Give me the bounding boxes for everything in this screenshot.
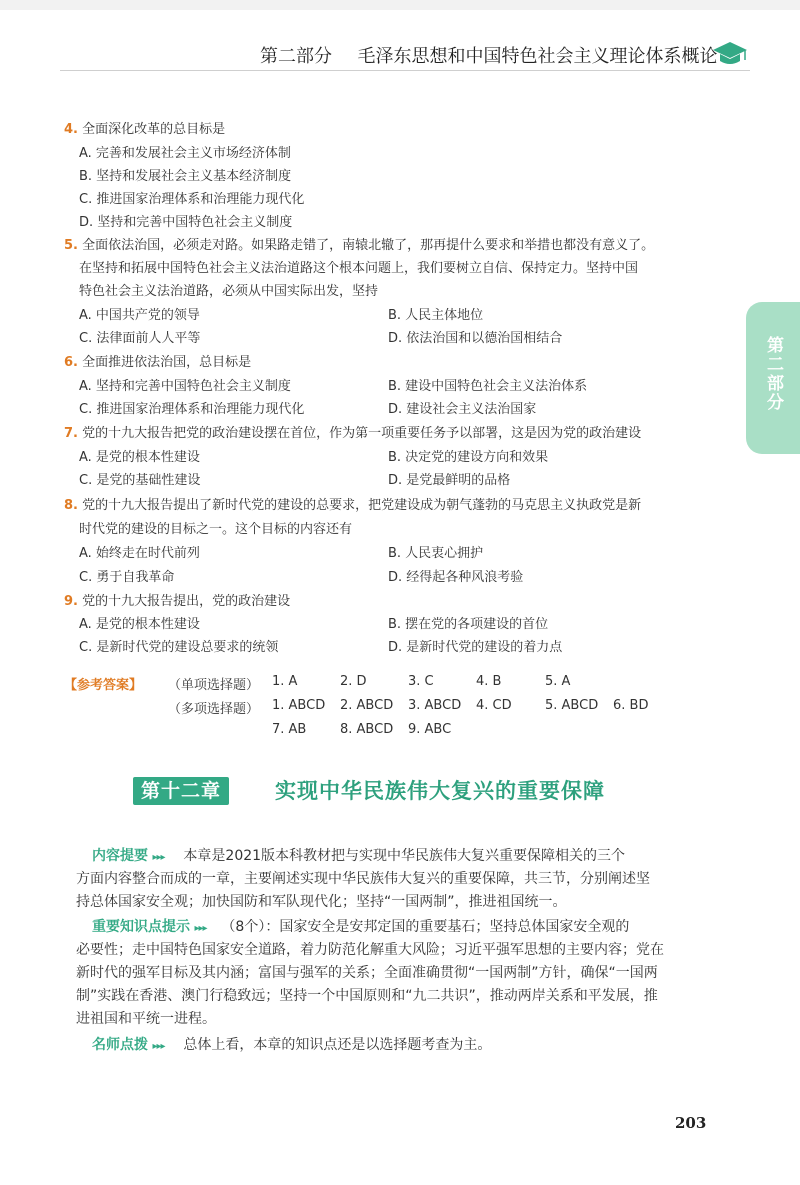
option: B. 人民主体地位 [388, 308, 484, 323]
answer-item: 3. ABCD [408, 698, 462, 713]
answer-item: 5. A [545, 674, 571, 689]
option: B. 建设中国特色社会主义法治体系 [388, 379, 588, 394]
question-6 [64, 351, 251, 374]
option: C. 推进国家治理体系和治理能力现代化 [79, 402, 305, 417]
question-number: 9. [64, 594, 78, 609]
question-7 [64, 422, 641, 445]
running-header [260, 42, 717, 68]
option: D. 依法治国和以德治国相结合 [388, 331, 563, 346]
question-stem: 党的十九大报告提出了新时代党的建设的总要求，把党建设成为朝气蓬勃的马克思主义执政党是新 [82, 498, 642, 513]
side-tab [746, 302, 800, 454]
option: A. 完善和发展社会主义市场经济体制 [79, 146, 291, 161]
question-number: 8. [64, 498, 78, 513]
option: C. 法律面前人人平等 [79, 331, 201, 346]
header-title: 毛泽东思想和中国特色社会主义理论体系概论 [357, 46, 718, 67]
content-summary-label: 内容提要 [92, 848, 148, 864]
content-summary-line [92, 845, 625, 869]
answer-item: 4. B [476, 674, 502, 689]
option: A. 中国共产党的领导 [79, 308, 200, 323]
top-strip [0, 0, 800, 10]
teacher-tip-line [92, 1034, 491, 1058]
triple-arrow-icon: ▸▸▸ [152, 852, 165, 863]
question-stem: 全面推进依法治国，总目标是 [82, 355, 252, 370]
teacher-tip-text: 总体上看，本章的知识点还是以选择题考查为主。 [183, 1037, 492, 1053]
teacher-tip-label: 名师点拨 [92, 1037, 148, 1053]
option: A. 始终走在时代前列 [79, 546, 200, 561]
question-4 [64, 118, 225, 141]
option: A. 坚持和完善中国特色社会主义制度 [79, 379, 291, 394]
knowledge-points-text: 必要性；走中国特色国家安全道路，着力防范化解重大风险；习近平强军思想的主要内容；党在 [76, 942, 664, 958]
question-8 [64, 494, 641, 517]
option: B. 摆在党的各项建设的首位 [388, 617, 549, 632]
knowledge-points-line [92, 916, 629, 940]
option: C. 是新时代党的建设总要求的统领 [79, 640, 279, 655]
knowledge-points-text: （8个）：国家安全是安邦定国的重要基石；坚持总体国家安全观的 [221, 919, 630, 935]
page-number: 203 [675, 1114, 707, 1132]
answer-item: 7. AB [272, 722, 307, 737]
answer-item: 1. ABCD [272, 698, 326, 713]
chapter-badge: 第十二章 [133, 777, 229, 805]
single-choice-label: （单项选择题） [168, 678, 260, 693]
question-5 [64, 234, 654, 257]
question-stem: 全面深化改革的总目标是 [82, 122, 226, 137]
option: D. 坚持和完善中国特色社会主义制度 [79, 215, 293, 230]
option: A. 是党的根本性建设 [79, 617, 200, 632]
answer-item: 1. A [272, 674, 298, 689]
answer-item: 5. ABCD [545, 698, 599, 713]
question-number: 6. [64, 355, 78, 370]
content-summary-text: 持总体国家安全观；加快国防和军队现代化；坚持“一国两制”，推进祖国统一。 [76, 894, 567, 910]
question-stem-line: 特色社会主义法治道路，必须从中国实际出发，坚持 [79, 284, 379, 299]
option: B. 坚持和发展社会主义基本经济制度 [79, 169, 292, 184]
triple-arrow-icon: ▸▸▸ [194, 923, 207, 934]
multi-choice-label: （多项选择题） [168, 702, 260, 717]
answer-item: 2. D [340, 674, 367, 689]
option: B. 人民衷心拥护 [388, 546, 484, 561]
header-divider [60, 70, 750, 71]
option: D. 是党最鲜明的品格 [388, 473, 511, 488]
answer-key-label: 【参考答案】 [64, 678, 143, 693]
option: B. 决定党的建设方向和效果 [388, 450, 549, 465]
answer-item: 8. ABCD [340, 722, 394, 737]
answer-item: 2. ABCD [340, 698, 394, 713]
question-stem: 党的十九大报告把党的政治建设摆在首位，作为第一项重要任务予以部署，这是因为党的政治建设 [82, 426, 642, 441]
option: C. 勇于自我革命 [79, 570, 175, 585]
answer-item: 9. ABC [408, 722, 452, 737]
question-stem: 党的十九大报告提出，党的政治建设 [82, 594, 291, 609]
question-number: 4. [64, 122, 78, 137]
knowledge-points-text: 制”实践在香港、澳门行稳致远；坚持一个中国原则和“九二共识”，推动两岸关系和平发展，推 [76, 988, 658, 1004]
question-stem: 全面依法治国，必须走对路。如果路走错了，南辕北辙了，那再提什么要求和举措也都没有意义了。 [82, 238, 655, 253]
content-summary-text: 本章是2021版本科教材把与实现中华民族伟大复兴重要保障相关的三个 [183, 848, 626, 864]
answer-item: 4. CD [476, 698, 512, 713]
option: D. 建设社会主义法治国家 [388, 402, 537, 417]
knowledge-points-label: 重要知识点提示 [92, 919, 190, 935]
header-part: 第二部分 [260, 46, 332, 67]
question-number: 7. [64, 426, 78, 441]
option: C. 是党的基础性建设 [79, 473, 201, 488]
question-number: 5. [64, 238, 78, 253]
content-summary-text: 方面内容整合而成的一章，主要阐述实现中华民族伟大复兴的重要保障，共三节，分别阐述坚 [76, 871, 650, 887]
triple-arrow-icon: ▸▸▸ [152, 1041, 165, 1052]
question-stem-line: 时代党的建设的目标之一。这个目标的内容还有 [79, 522, 353, 537]
option: C. 推进国家治理体系和治理能力现代化 [79, 192, 305, 207]
answer-item: 6. BD [613, 698, 649, 713]
option: A. 是党的根本性建设 [79, 450, 200, 465]
answer-item: 3. C [408, 674, 434, 689]
option: D. 是新时代党的建设的着力点 [388, 640, 563, 655]
option: D. 经得起各种风浪考验 [388, 570, 524, 585]
side-tab-label: 第二部分 [763, 336, 783, 412]
knowledge-points-text: 进祖国和平统一进程。 [76, 1011, 216, 1027]
question-9 [64, 590, 290, 613]
question-stem-line: 在坚持和拓展中国特色社会主义法治道路这个根本问题上，我们要树立自信、保持定力。坚持中国 [79, 261, 639, 276]
graduation-cap-icon [712, 40, 748, 68]
chapter-title: 实现中华民族伟大复兴的重要保障 [275, 779, 605, 803]
knowledge-points-text: 新时代的强军目标及其内涵；富国与强军的关系；全面准确贯彻“一国两制”方针，确保“一国两 [76, 965, 658, 981]
